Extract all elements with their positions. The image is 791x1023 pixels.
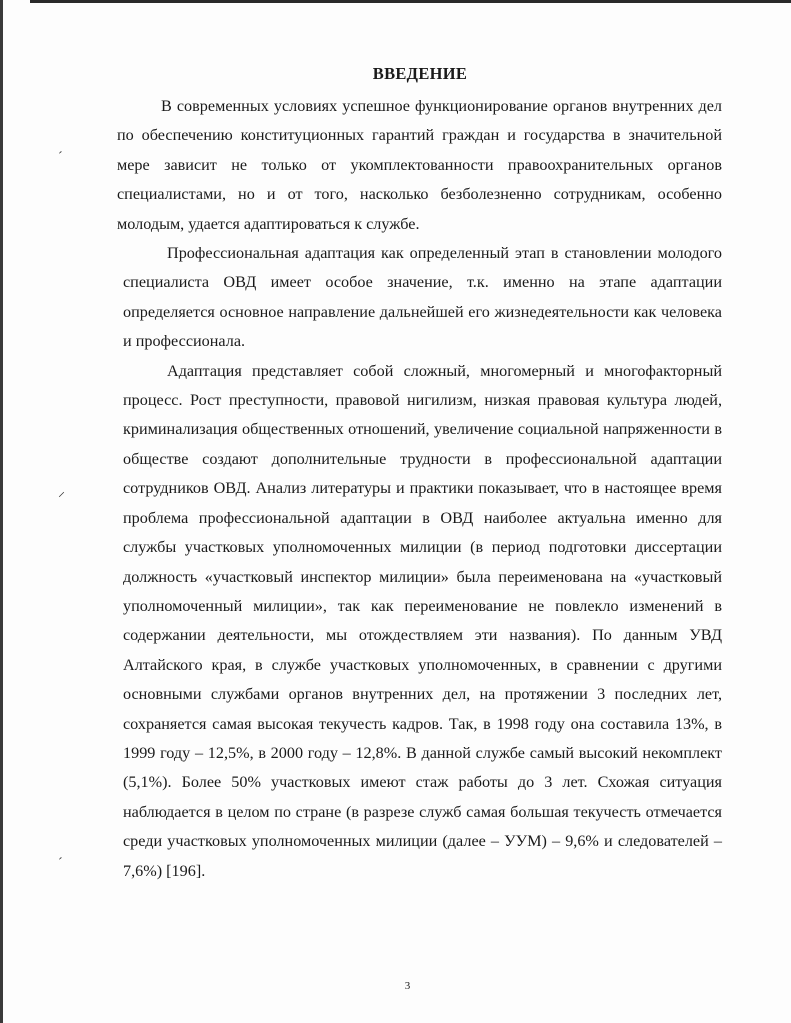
scan-left-edge (0, 0, 3, 1023)
scan-top-edge (30, 0, 791, 3)
margin-pencil-mark: ˊ (58, 150, 63, 165)
margin-pencil-mark: ˊ (58, 856, 63, 871)
page-number: 3 (404, 980, 411, 992)
margin-pencil-mark: ⸝ (58, 485, 65, 500)
section-heading: ВВЕДЕНИЕ (372, 64, 468, 83)
paragraph-2: Профессиональная адаптация как определенный этап в становлении молодого специалиста ОВД имеет особое значение, т.к. именно на этапе адаптации определяется основное направление дальнейшей его жизнедеятельности как человека и профессионала. (123, 244, 722, 351)
paragraph-1: В современных условиях успешное функционирование органов внутренних дел по обеспечению конституционных гарантий граждан и государства в значительной мере зависит не только от укомплектованности правоохранительных органов специалистами, но и от того, насколько безболезненно сотрудникам, особенно молодым, удается адаптироваться к службе. (117, 97, 722, 233)
paragraph-3: Адаптация представляет собой сложный, многомерный и многофакторный процесс. Рост преступности, правовой нигилизм, низкая правовая культура людей, криминализация общественных отношений, увеличение социальной напряженности в обществе создают дополнительные трудности в профессиональной адаптации сотрудников ОВД. Анализ литературы и практики показывает, что в настоящее время проблема профессиональной адаптации в ОВД наиболее актуальна именно для службы участковых уполномоченных милиции (в период подготовки диссертации должность «участковый инспектор милиции» была переименована на «участковый уполномоченный милиции», так как переименование не повлекло изменений в содержании деятельности, мы отождествляем эти названия). По данным УВД Алтайского края, в службе участковых уполномоченных, в сравнении с другими основными службами органов внутренних дел, на протяжении 3 последних лет, сохраняется самая высокая текучесть кадров. Так, в 1998 году она составила 13%, в 1999 году – 12,5%, в 2000 году – 12,8%. В данной службе самый высокий некомплект (5,1%). Более 50% участковых имеют стаж работы до 3 лет. Схожая ситуация наблюдается в целом по стране (в разрезе служб самая большая текучесть отмечается среди участковых уполномоченных милиции (далее – УУМ) – 9,6% и следователей – 7,6%) [196]. (123, 361, 722, 880)
body-text (117, 92, 722, 886)
